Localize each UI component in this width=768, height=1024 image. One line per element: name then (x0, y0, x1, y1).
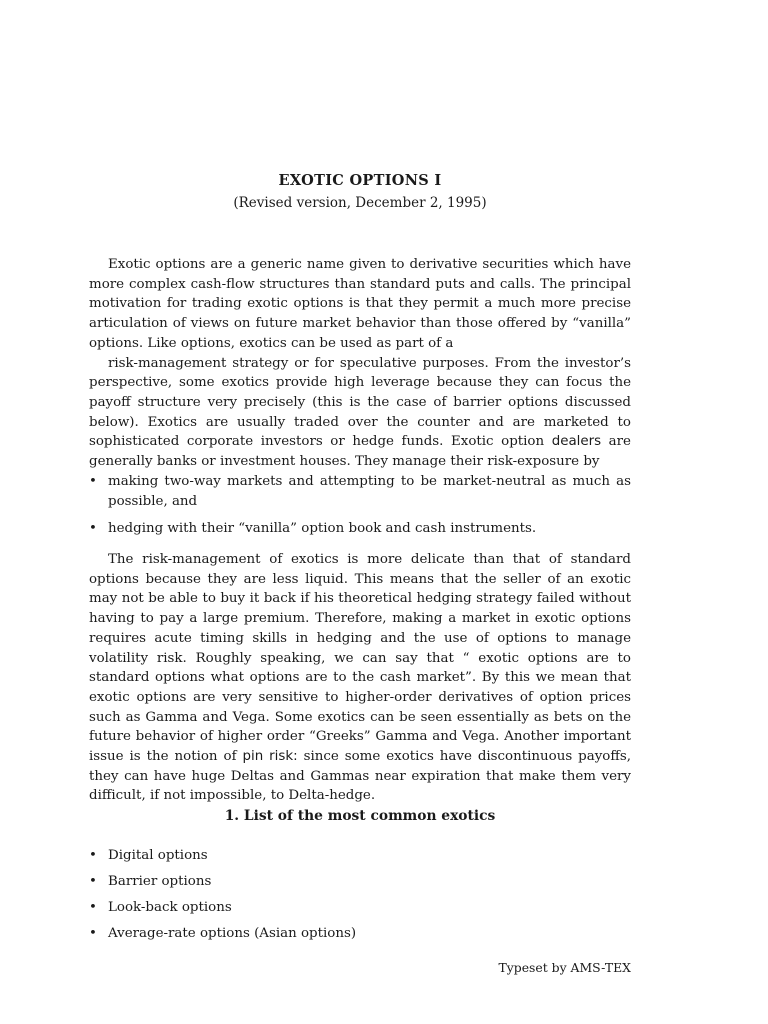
pin-risk-term: pin risk: (242, 749, 298, 765)
intro-paragraph-part-b (89, 354, 631, 472)
risk-text-b: since some exotics have discontinuous payoffs, they can have huge Deltas and Gammas near expiration that make them very difficult, if not impossible, to Delta-hedge. (89, 749, 631, 804)
intro-text-b: risk-management strategy or for speculative purposes. From the investor’s perspective, some exotics provide high leverage because they can focus the payoff structure very precisely (this is the case of barrier options discussed below). Exotics are usually traded over the counter and are marketed to sophisticated corporate investors or hedge funds. Exotic option (89, 355, 631, 450)
dealers-term: dealers (551, 434, 602, 450)
typeset-footer: Typeset by AMS-TEX (498, 960, 631, 975)
page-subtitle: (Revised version, December 2, 1995) (233, 195, 487, 211)
intro-text-c: are generally banks or investment houses. They manage their risk-exposure by (89, 434, 631, 470)
page-title: EXOTIC OPTIONS I (278, 172, 442, 189)
list-item: • hedging with their “vanilla” option book and cash instruments. (89, 519, 631, 539)
list-item: • Digital options (89, 843, 631, 869)
list-item: • Average-rate options (Asian options) (89, 921, 631, 947)
dealer-bullets (89, 472, 631, 539)
list-item: • Barrier options (89, 869, 631, 895)
list-item: • making two-way markets and attempting to be market-neutral as much as possible, and (89, 472, 631, 511)
exotics-list (89, 843, 631, 947)
risk-text-a: The risk-management of exotics is more delicate than that of standard options because they are less liquid. This means that the seller of an exotic may not be able to buy it back if his theoretical hedging strategy failed without having to pay a large premium. Therefore, making a market in exotic options requires acute timing skills in hedging and the use of options to manage volatility risk. Roughly speaking, we can say that “ exotic options are to standard options what options are to the cash market”. By this we mean that exotic options are very sensitive to higher-order derivatives of option prices such as Gamma and Vega. Some exotics can be seen essentially as bets on the future behavior of higher order “Greeks” Gamma and Vega. Another important issue is the notion of (89, 552, 631, 765)
risk-paragraph-text (89, 550, 631, 806)
section-heading: 1. List of the most common exotics (224, 808, 496, 824)
intro-paragraph-part-a: Exotic options are a generic name given to derivative securities which have more complex cash-flow structures than standard puts and calls. The principal motivation for trading exotic options is that they permit a much more precise articulation of views on future market behavior than those offered by “vanilla” options. Like options, exotics can be used as part of a (89, 257, 631, 351)
risk-paragraph (89, 550, 631, 806)
list-item: • Look-back options (89, 895, 631, 921)
intro-paragraph (89, 255, 631, 472)
